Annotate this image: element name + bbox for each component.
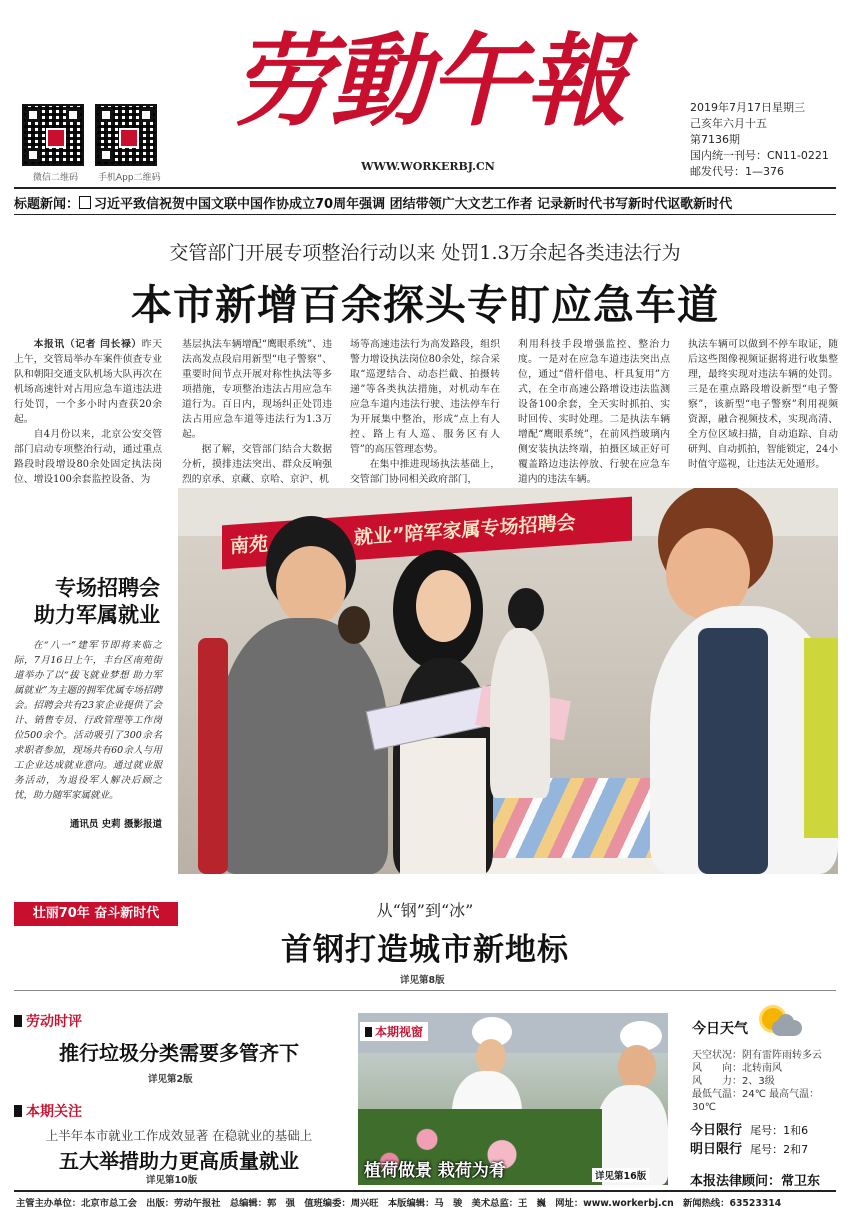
temperature-range: 最低气温：24℃ 最高气温：30℃	[692, 1089, 820, 1113]
commentary-headline[interactable]: 推行垃圾分类需要多管齐下	[59, 1041, 299, 1065]
lead-column-1	[14, 337, 162, 487]
photo-story-title-line1: 专场招聘会	[55, 576, 160, 600]
lead-column-2	[182, 337, 332, 487]
issue-lunar-date: 己亥年六月十五	[690, 117, 767, 130]
traffic-tomorrow-label: 明日限行	[690, 1142, 743, 1157]
focus-headline[interactable]: 五大举措助力更高质量就业	[59, 1149, 299, 1173]
checkbox-icon	[79, 196, 91, 209]
photo-story-body: 在“八一”建军节即将来临之际，7月16日上午，丰台区南苑街道举办了以“拔飞就业梦想 助力军属就业”为主题的拥军优属专场招聘会。招聘会共有23家企业提供了会计、销售专员、行政管理等工作岗位500余个。活动吸引了300余名求职者参加，现场共有60余人与用工企业达成就业意向。通过就业服务活动，为退役军人解决后顾之忧，助力随军家属就业。	[14, 640, 162, 801]
commentary-see-page[interactable]: 详见第2版	[148, 1074, 193, 1085]
wind-dir-value: 北转南风	[742, 1063, 782, 1074]
divider	[14, 990, 836, 991]
traffic-today-value: 尾号：1和6	[750, 1124, 809, 1137]
postal-code: 邮发代号：1—376	[690, 165, 784, 178]
traffic-today-label: 今日限行	[690, 1123, 743, 1138]
masthead-rule	[14, 187, 836, 189]
sky-label: 天空状况	[692, 1050, 732, 1061]
qr2-caption: 手机App二维码	[98, 173, 161, 183]
weather-details: 天空状况：阴有雷阵雨转多云 风 向：北转南风 风 力：2、3级 最低气温：24℃ 最高气温：30℃	[692, 1049, 842, 1114]
qr1-caption: 微信二维码	[33, 173, 79, 183]
cloud-sun-icon	[760, 1008, 804, 1040]
commentary-tag: 劳动时评	[14, 1011, 82, 1031]
visual-caption[interactable]: 植荷做景 栽荷为肴	[364, 1161, 506, 1181]
traffic-tomorrow	[690, 1138, 808, 1157]
wind-force-label: 风 力	[692, 1076, 732, 1087]
feature-see-page[interactable]: 详见第8版	[400, 975, 445, 986]
footer-info: 主管主办单位：北京市总工会 出版：劳动午报社 总编辑：郭 强 值班编委：周兴旺 本版编辑：马 骏 美术总监：王 巍 网址：www.workerbj.cn 新闻热线：63523314	[16, 1198, 782, 1209]
lead-column-4	[518, 337, 670, 487]
footer-rule	[14, 1190, 836, 1192]
wind-force-value: 2、3级	[742, 1076, 775, 1087]
banner-left-text: 南苑	[230, 533, 269, 558]
feature-kicker: 从“钢”到“冰”	[376, 901, 474, 920]
photo-story-title-line2: 助力军属就业	[34, 603, 160, 627]
lead-kicker: 交管部门开展专项整治行动以来 处罚1.3万余起各类违法行为	[169, 242, 681, 264]
lead-para: 昨天上午，交管局举办车案件侦查专业队和朝阳交通支队机场大队再次在机场高速针对占用应急车道违法进行处罚，一个多小时内查获20余起。	[14, 339, 162, 425]
headline-news-link[interactable]: 习近平致信祝贺中国文联中国作协成立70周年强调 团结带领广大文艺工作者 记录新时代书写新时代讴歌新时代	[94, 197, 733, 212]
app-qr-code	[95, 104, 157, 166]
feature-headline[interactable]: 首钢打造城市新地标	[281, 932, 569, 968]
weather-title: 今日天气	[692, 1021, 748, 1037]
headline-news-bar	[14, 193, 844, 212]
focus-tag: 本期关注	[14, 1101, 82, 1121]
masthead-website: WWW.WORKERBJ.CN	[361, 160, 495, 173]
headline-news-label: 标题新闻：	[14, 197, 80, 212]
traffic-today	[690, 1119, 808, 1138]
lead-para: 利用科技手段增强监控、整治力度。一是对在应急车道违法突出点位，通过“借杆借电、杆具复用”方式，在全市高速公路增设违法监测设备100余套，全天实时抓拍、实时回传、实时处理。二是执法车辆增配“鹰眼系统”，在前风挡玻璃内侧安装执法终端，拍摄区域正好可覆盖路边违法停放、行驶在应急车道内的违法车辆。	[518, 339, 670, 485]
wind-dir-label: 风 向	[692, 1063, 732, 1074]
visual-tag-label: 本期视窗	[375, 1025, 424, 1039]
issue-info	[690, 100, 829, 180]
lead-para: 据了解，交管部门结合大数据分析，摸排违法突出、群众反响强烈的京承、京藏、京哈、京沪、机	[182, 444, 332, 485]
divider	[14, 214, 836, 215]
traffic-tomorrow-value: 尾号：2和7	[750, 1143, 809, 1156]
lead-para: 在集中推进现场执法基础上，交管部门协同相关政府部门，	[350, 459, 500, 485]
issue-date: 2019年7月17日星期三	[690, 101, 805, 114]
wechat-qr-code	[22, 104, 84, 166]
banner-text: 就业”陪军家属专场招聘会	[354, 511, 576, 550]
sky-value: 阴有雷阵雨转多云	[742, 1050, 822, 1061]
feature-tag: 壮丽70年 奋斗新时代	[14, 902, 178, 926]
square-bullet-icon	[365, 1027, 372, 1037]
photo-credit: 通讯员 史莉 摄影报道	[69, 819, 162, 830]
issue-number: 第7136期	[690, 133, 740, 146]
cn-number: 国内统一刊号：CN11-0221	[690, 149, 829, 162]
masthead-title: 劳動午報	[232, 22, 624, 140]
lead-headline[interactable]: 本市新增百余探头专盯应急车道	[131, 281, 719, 329]
lead-para: 场等高速违法行为高发路段，组织警力增设执法岗位80余处，综合采取“巡逻结合、动态拦截、拍摄转递”等各类执法措施，对机动车在应急车道内违法行驶、违法停车行为开展集中整治，形成“点上有人控、路上有人巡、服务区有人管”的高压管理态势。	[350, 339, 500, 455]
lead-para: 自4月份以来，北京公安交管部门启动专项整治行动，通过重点路段时段增设80余处固定执法岗位、增设100余套监控设备、为	[14, 429, 162, 485]
focus-kicker: 上半年本市就业工作成效显著 在稳就业的基础上	[45, 1128, 313, 1143]
lead-column-5	[688, 337, 838, 472]
focus-see-page[interactable]: 详见第10版	[146, 1175, 198, 1186]
lead-column-3	[350, 337, 500, 487]
photo-story-title[interactable]	[14, 575, 160, 629]
job-fair-photo	[178, 488, 838, 874]
visual-see-page[interactable]: 详见第16版	[592, 1168, 649, 1182]
lead-byline: 本报讯（记者 闫长禄）	[33, 339, 142, 350]
lead-para: 执法车辆可以做到不停车取证，随后这些图像视频证据将进行收集整理，最终实现对违法车辆的处罚。三是在重点路段增设新型“电子警察”，该新型“电子警察”利用视频资源，融合视频技术，实现高清、全方位区域扫描，自动追踪、自动研判、自动抓拍，智能锁定，24小时值守巡视，让违法无处遁形。	[688, 339, 838, 470]
visual-tag	[360, 1022, 428, 1041]
legal-advisor: 本报法律顾问：常卫东	[690, 1174, 821, 1189]
lead-para: 基层执法车辆增配“鹰眼系统”、违法高发点段启用新型“电子警察”、重要时间节点开展对称性执法等多项措施，专项整治违法占用应急车道行为。百日内，现场纠正处罚违法占用应急车道等违法行为1.3万起。	[182, 339, 332, 440]
